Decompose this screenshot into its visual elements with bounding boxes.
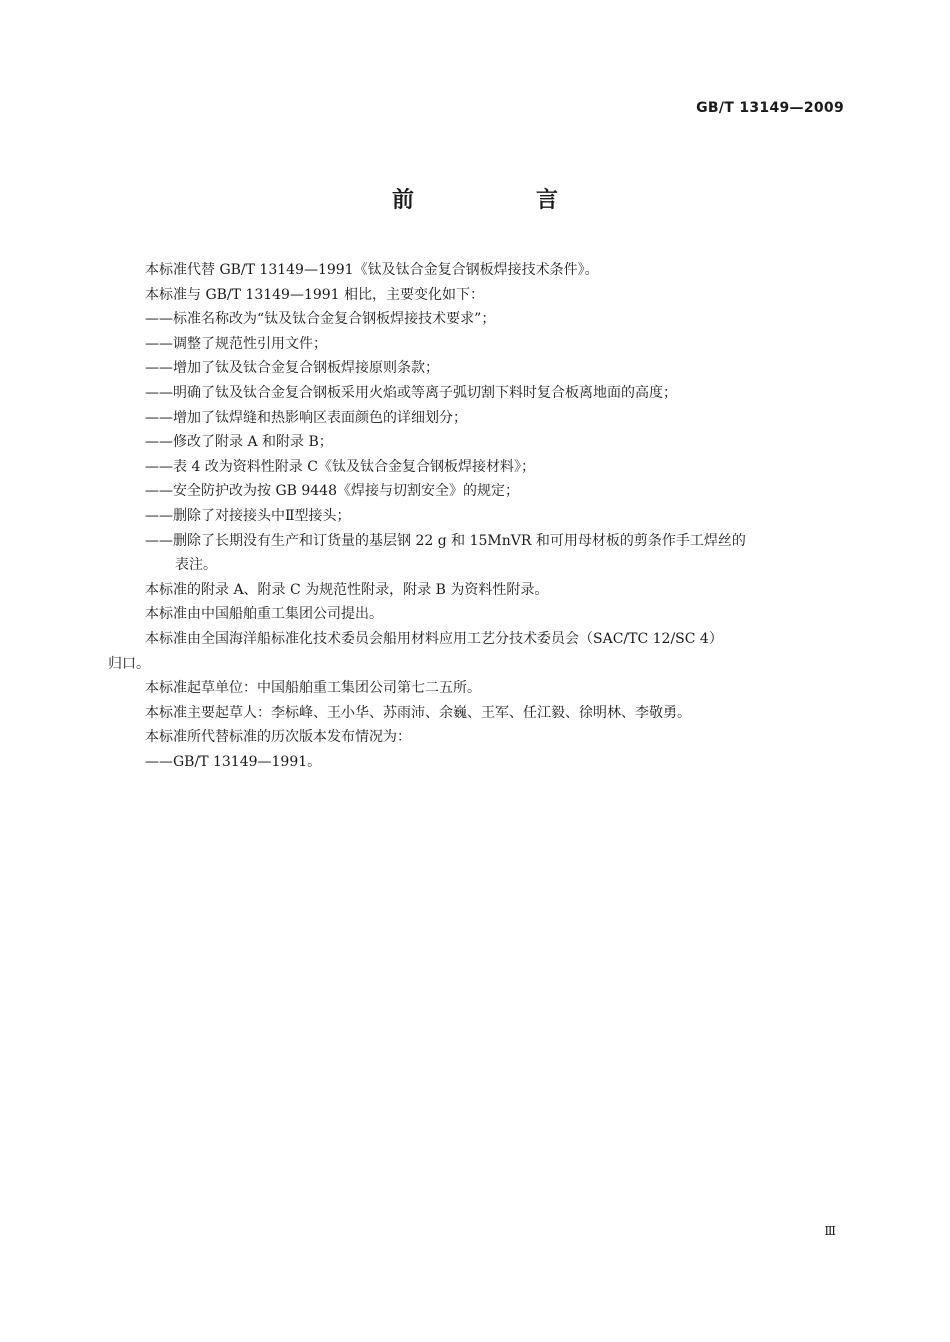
list-item: ——删除了长期没有生产和订货量的基层钢 22 g 和 15MnVR 和可用母材板的剪条作手工焊丝的	[145, 532, 746, 549]
list-item: ——明确了钛及钛合金复合钢板采用火焰或等离子弧切割下料时复合板离地面的高度；	[145, 384, 677, 401]
list-item-continuation: 表注。	[175, 557, 217, 574]
paragraph: 本标准由全国海洋船标准化技术委员会船用材料应用工艺分技术委员会（SAC/TC 12/SC 4）	[145, 630, 723, 647]
paragraph: 本标准所代替标准的历次版本发布情况为：	[145, 729, 411, 746]
paragraph: 本标准的附录 A、附录 C 为规范性附录，附录 B 为资料性附录。	[145, 581, 549, 598]
list-item: ——安全防护改为按 GB 9448《焊接与切割安全》的规定；	[145, 483, 519, 500]
list-item: ——增加了钛及钛合金复合钢板焊接原则条款；	[145, 360, 439, 377]
list-item: ——修改了附录 A 和附录 B；	[145, 434, 333, 451]
list-item: ——GB/T 13149—1991。	[145, 753, 322, 770]
paragraph: 本标准起草单位：中国船舶重工集团公司第七二五所。	[145, 680, 481, 697]
paragraph: 本标准代替 GB/T 13149—1991《钛及钛合金复合钢板焊接技术条件》。	[145, 262, 599, 278]
list-item: ——标准名称改为“钛及钛合金复合钢板焊接技术要求”；	[145, 311, 496, 328]
paragraph: 本标准主要起草人：李标峰、王小华、苏雨沛、余巍、王军、任江毅、徐明林、李敬勇。	[145, 704, 691, 721]
standard-code: GB/T 13149—2009	[696, 100, 844, 116]
foreword-body	[108, 258, 848, 774]
list-item: ——表 4 改为资料性附录 C《钛及钛合金复合钢板焊接材料》；	[145, 458, 535, 475]
page-title: 前 言	[391, 188, 608, 213]
page-number: Ⅲ	[824, 1224, 836, 1238]
paragraph-continuation: 归口。	[108, 655, 150, 672]
list-item: ——删除了对接接头中Ⅱ型接头；	[145, 507, 351, 524]
list-item: ——调整了规范性引用文件；	[145, 335, 327, 352]
list-item: ——增加了钛焊缝和热影响区表面颜色的详细划分；	[145, 409, 467, 426]
paragraph: 本标准与 GB/T 13149—1991 相比，主要变化如下：	[145, 286, 485, 303]
paragraph: 本标准由中国船舶重工集团公司提出。	[145, 606, 383, 623]
